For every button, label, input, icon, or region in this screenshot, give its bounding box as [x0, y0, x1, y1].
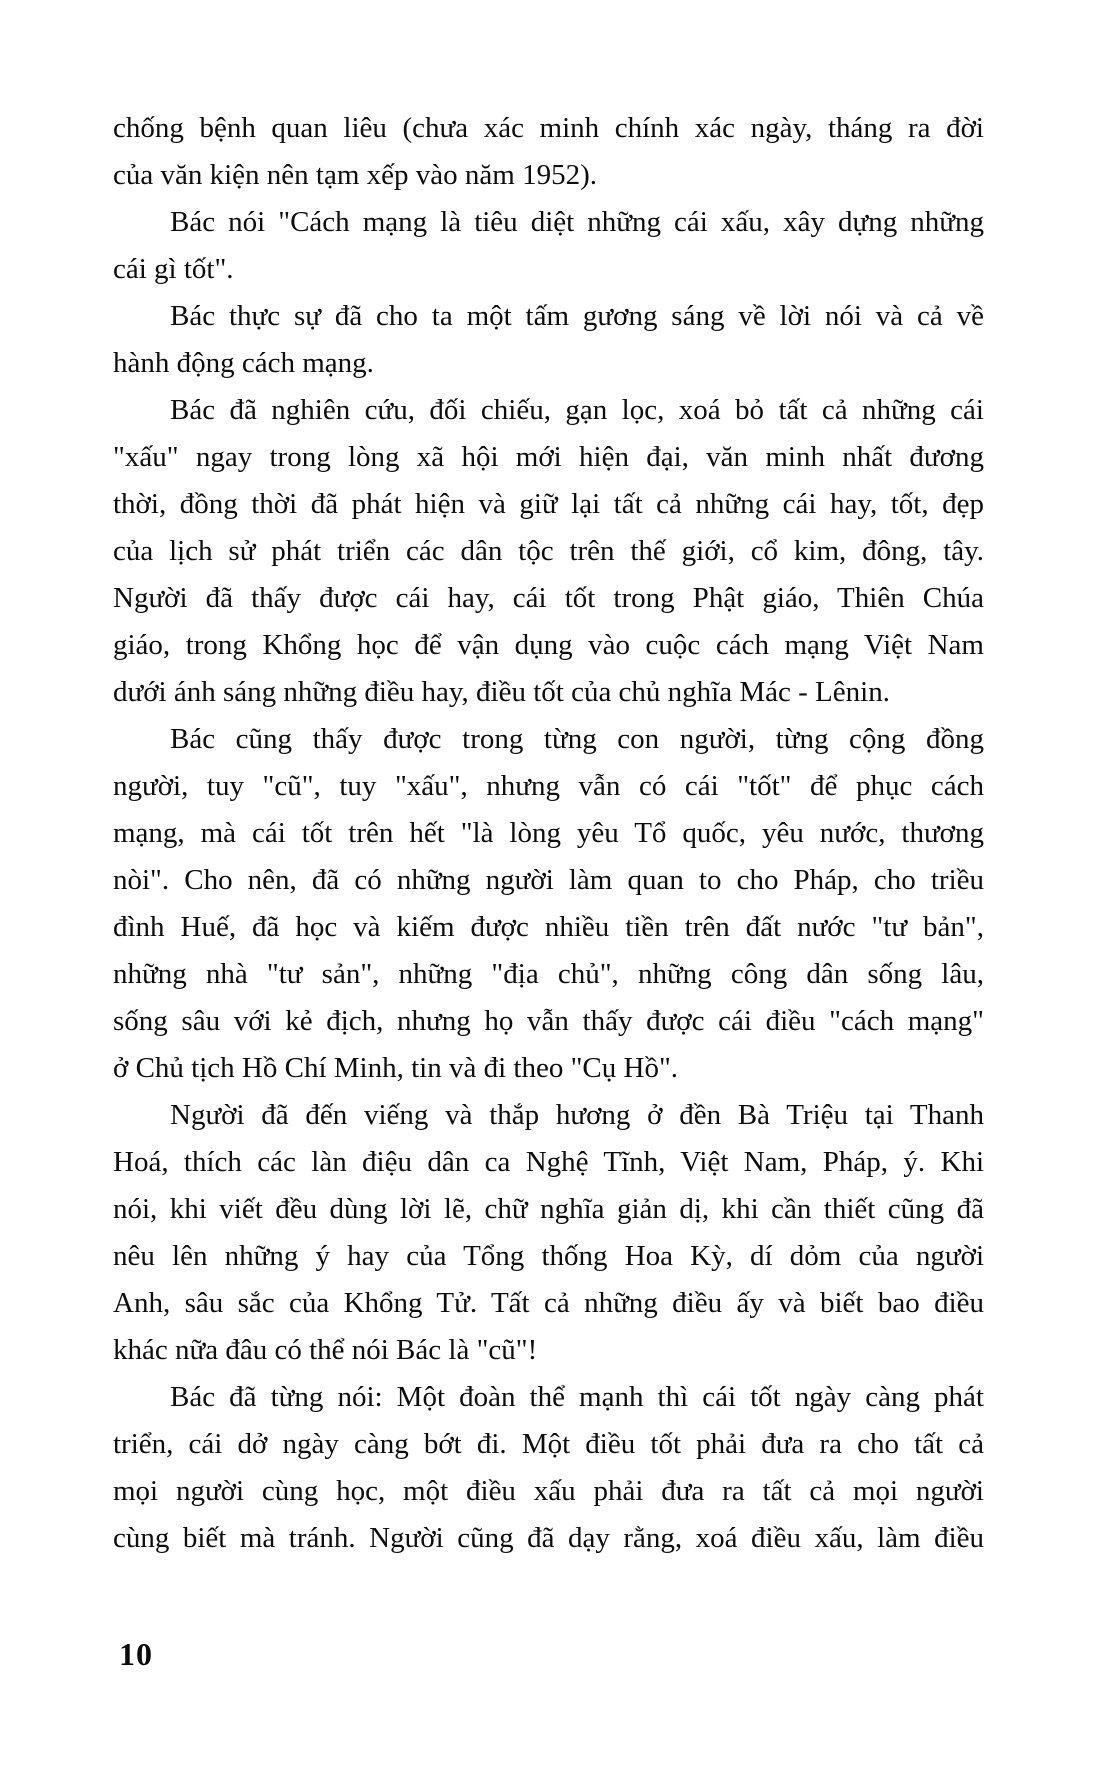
page-number: 10: [119, 1636, 153, 1672]
text-line: ở Chủ tịch Hồ Chí Minh, tin và đi theo "Cụ Hồ".: [113, 1052, 679, 1084]
text-line: mọi người cùng học, một điều xấu phải đưa ra tất cả mọi người: [113, 1475, 984, 1507]
text-line: hành động cách mạng.: [113, 347, 374, 379]
text-line: mạng, mà cái tốt trên hết "là lòng yêu Tổ quốc, yêu nước, thương: [113, 817, 984, 849]
text-line: triển, cái dở ngày càng bớt đi. Một điều tốt phải đưa ra cho tất cả: [113, 1428, 984, 1460]
text-line: Bác cũng thấy được trong từng con người, từng cộng đồng: [170, 723, 984, 755]
text-line: chống bệnh quan liêu (chưa xác minh chính xác ngày, tháng ra đời: [113, 112, 984, 144]
paragraph: [113, 105, 984, 199]
text-line: thời, đồng thời đã phát hiện và giữ lại tất cả những cái hay, tốt, đẹp: [113, 488, 984, 520]
text-line: nói, khi viết đều dùng lời lẽ, chữ nghĩa giản dị, khi cần thiết cũng đã: [113, 1193, 984, 1225]
text-line: đình Huế, đã học và kiếm được nhiều tiền trên đất nước "tư bản",: [113, 911, 984, 943]
text-line: nêu lên những ý hay của Tổng thống Hoa Kỳ, dí dỏm của người: [113, 1240, 984, 1272]
text-line: Người đã đến viếng và thắp hương ở đền Bà Triệu tại Thanh: [170, 1099, 984, 1131]
text-line: "xấu" ngay trong lòng xã hội mới hiện đại, văn minh nhất đương: [113, 441, 984, 473]
paragraph: [113, 387, 984, 716]
text-line: người, tuy "cũ", tuy "xấu", nhưng vẫn có cái "tốt" để phục cách: [113, 770, 984, 802]
paragraph: [113, 1374, 984, 1562]
text-line: Bác đã nghiên cứu, đối chiếu, gạn lọc, xoá bỏ tất cả những cái: [170, 394, 984, 426]
text-line: khác nữa đâu có thể nói Bác là "cũ"!: [113, 1334, 538, 1366]
text-line: những nhà "tư sản", những "địa chủ", những công dân sống lâu,: [113, 958, 984, 990]
text-line: cái gì tốt".: [113, 253, 234, 285]
text-line: giáo, trong Khổng học để vận dụng vào cuộc cách mạng Việt Nam: [113, 629, 984, 661]
paragraph: [113, 716, 984, 1092]
text-line: dưới ánh sáng những điều hay, điều tốt của chủ nghĩa Mác - Lênin.: [113, 676, 890, 708]
text-line: của lịch sử phát triển các dân tộc trên thế giới, cổ kim, đông, tây.: [113, 535, 984, 567]
text-line: Bác thực sự đã cho ta một tấm gương sáng về lời nói và cả về: [170, 300, 984, 332]
paragraph: [113, 293, 984, 387]
paragraph: [113, 1092, 984, 1374]
text-line: của văn kiện nên tạm xếp vào năm 1952).: [113, 159, 597, 191]
text-line: sống sâu với kẻ địch, nhưng họ vẫn thấy được cái điều "cách mạng": [113, 1005, 984, 1037]
text-line: Bác nói "Cách mạng là tiêu diệt những cái xấu, xây dựng những: [170, 206, 984, 238]
text-line: Người đã thấy được cái hay, cái tốt trong Phật giáo, Thiên Chúa: [113, 582, 984, 614]
text-line: Hoá, thích các làn điệu dân ca Nghệ Tĩnh, Việt Nam, Pháp, ý. Khi: [113, 1146, 984, 1178]
text-line: cùng biết mà tránh. Người cũng đã dạy rằng, xoá điều xấu, làm điều: [113, 1522, 984, 1554]
text-line: Anh, sâu sắc của Khổng Tử. Tất cả những điều ấy và biết bao điều: [113, 1287, 984, 1319]
text-line: Bác đã từng nói: Một đoàn thể mạnh thì cái tốt ngày càng phát: [170, 1381, 984, 1413]
paragraph: [113, 199, 984, 293]
page-text: [113, 105, 984, 1562]
text-line: nòi". Cho nên, đã có những người làm quan to cho Pháp, cho triều: [113, 864, 984, 896]
